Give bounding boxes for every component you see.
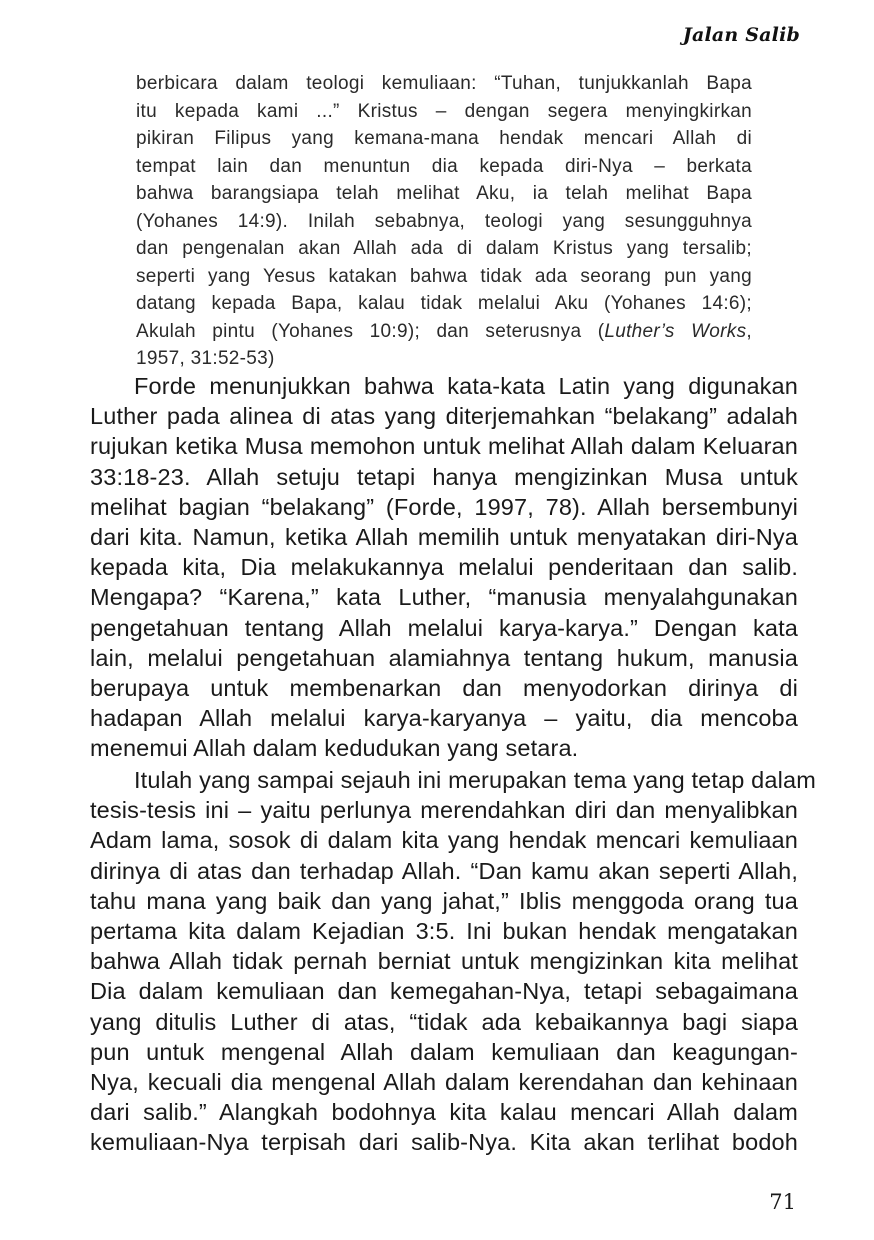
paragraph-line: Luther pada alinea di atas yang diterjemahkan “belakang” adalah [90, 403, 798, 430]
paragraph-line: dari salib.” Alangkah bodohnya kita kalau mencari Allah dalam [90, 1099, 798, 1126]
paragraph-line: hadapan Allah melalui karya-karyanya – yaitu, dia mencoba [90, 705, 798, 732]
paragraph-line: pertama kita dalam Kejadian 3:5. Ini bukan hendak mengatakan [90, 918, 798, 945]
paragraph-line: Dia dalam kemuliaan dan kemegahan-Nya, tetapi sebagaimana [90, 978, 798, 1005]
paragraph-1 [90, 371, 798, 764]
paragraph-line: bahwa Allah tidak pernah berniat untuk mengizinkan kita melihat [90, 948, 798, 975]
paragraph-line: Forde menunjukkan bahwa kata-kata Latin yang digunakan [134, 373, 798, 399]
quote-line: pikiran Filipus yang kemana-mana hendak mencari Allah di [136, 128, 752, 149]
paragraph-line: yang ditulis Luther di atas, “tidak ada kebaikannya bagi siapa [90, 1008, 798, 1035]
paragraph-line: pengetahuan tentang Allah melalui karya-karya.” Dengan kata [90, 614, 798, 641]
block-quote [136, 70, 752, 373]
quote-line: berbicara dalam teologi kemuliaan: “Tuhan, tunjukkanlah Bapa [136, 73, 752, 94]
quote-line: dan pengenalan akan Allah ada di dalam Kristus yang tersalib; [136, 238, 752, 259]
paragraph-line: dirinya di atas dan terhadap Allah. “Dan kamu akan seperti Allah, [90, 857, 798, 884]
paragraph-line: Adam lama, sosok di dalam kita yang hendak mencari kemuliaan [90, 827, 798, 854]
quote-citation-text: Akulah pintu (Yohanes 10:9); dan seterusnya ( [136, 320, 605, 342]
quote-line-final: 1957, 31:52-53) [136, 348, 275, 369]
paragraph-line: kepada kita, Dia melakukannya melalui penderitaan dan salib. [90, 554, 798, 581]
paragraph-line: Itulah yang sampai sejauh ini merupakan tema yang tetap dalam [134, 767, 816, 793]
paragraph-line: menemui Allah dalam kedudukan yang setara. [90, 735, 579, 762]
quote-citation-work-title: Luther’s Works [604, 320, 747, 342]
quote-line: tempat lain dan menuntun dia kepada diri-Nya – berkata [136, 155, 752, 177]
paragraph-line: Nya, kecuali dia mengenal Allah dalam kerendahan dan kehinaan [90, 1069, 798, 1096]
paragraph-line: dari kita. Namun, ketika Allah memilih untuk menyatakan diri-Nya [90, 524, 798, 551]
paragraph-line: 33:18-23. Allah setuju tetapi hanya mengizinkan Musa untuk [90, 463, 798, 490]
quote-line-citation [136, 318, 752, 346]
quote-citation-comma: , [746, 320, 752, 342]
paragraph-line: Mengapa? “Karena,” kata Luther, “manusia menyalahgunakan [90, 584, 798, 611]
paragraph-line: kemuliaan-Nya terpisah dari salib-Nya. Kita akan terlihat bodoh [90, 1129, 798, 1156]
paragraph-line: tahu mana yang baik dan yang jahat,” Iblis menggoda orang tua [90, 887, 798, 914]
page-number: 71 [769, 1190, 796, 1214]
quote-line: seperti yang Yesus katakan bahwa tidak ada seorang pun yang [136, 265, 752, 287]
running-header-title: Jalan Salib [682, 24, 800, 46]
quote-line: itu kepada kami ...” Kristus – dengan segera menyingkirkan [136, 100, 752, 122]
paragraph-line: lain, melalui pengetahuan alamiahnya tentang hukum, manusia [90, 644, 798, 671]
paragraph-line: tesis-tesis ini – yaitu perlunya merendahkan diri dan menyalibkan [90, 797, 798, 824]
paragraph-line: rujukan ketika Musa memohon untuk melihat Allah dalam Keluaran [90, 433, 798, 460]
quote-line: datang kepada Bapa, kalau tidak melalui Aku (Yohanes 14:6); [136, 293, 752, 314]
paragraph-line: melihat bagian “belakang” (Forde, 1997, 78). Allah bersembunyi [90, 493, 798, 520]
paragraph-2 [90, 765, 816, 1158]
paragraph-line: berupaya untuk membenarkan dan menyodorkan dirinya di [90, 675, 798, 702]
paragraph-line: pun untuk mengenal Allah dalam kemuliaan dan keagungan- [90, 1038, 798, 1065]
quote-line: bahwa barangsiapa telah melihat Aku, ia telah melihat Bapa [136, 183, 752, 204]
quote-line: (Yohanes 14:9). Inilah sebabnya, teologi yang sesungguhnya [136, 210, 752, 232]
